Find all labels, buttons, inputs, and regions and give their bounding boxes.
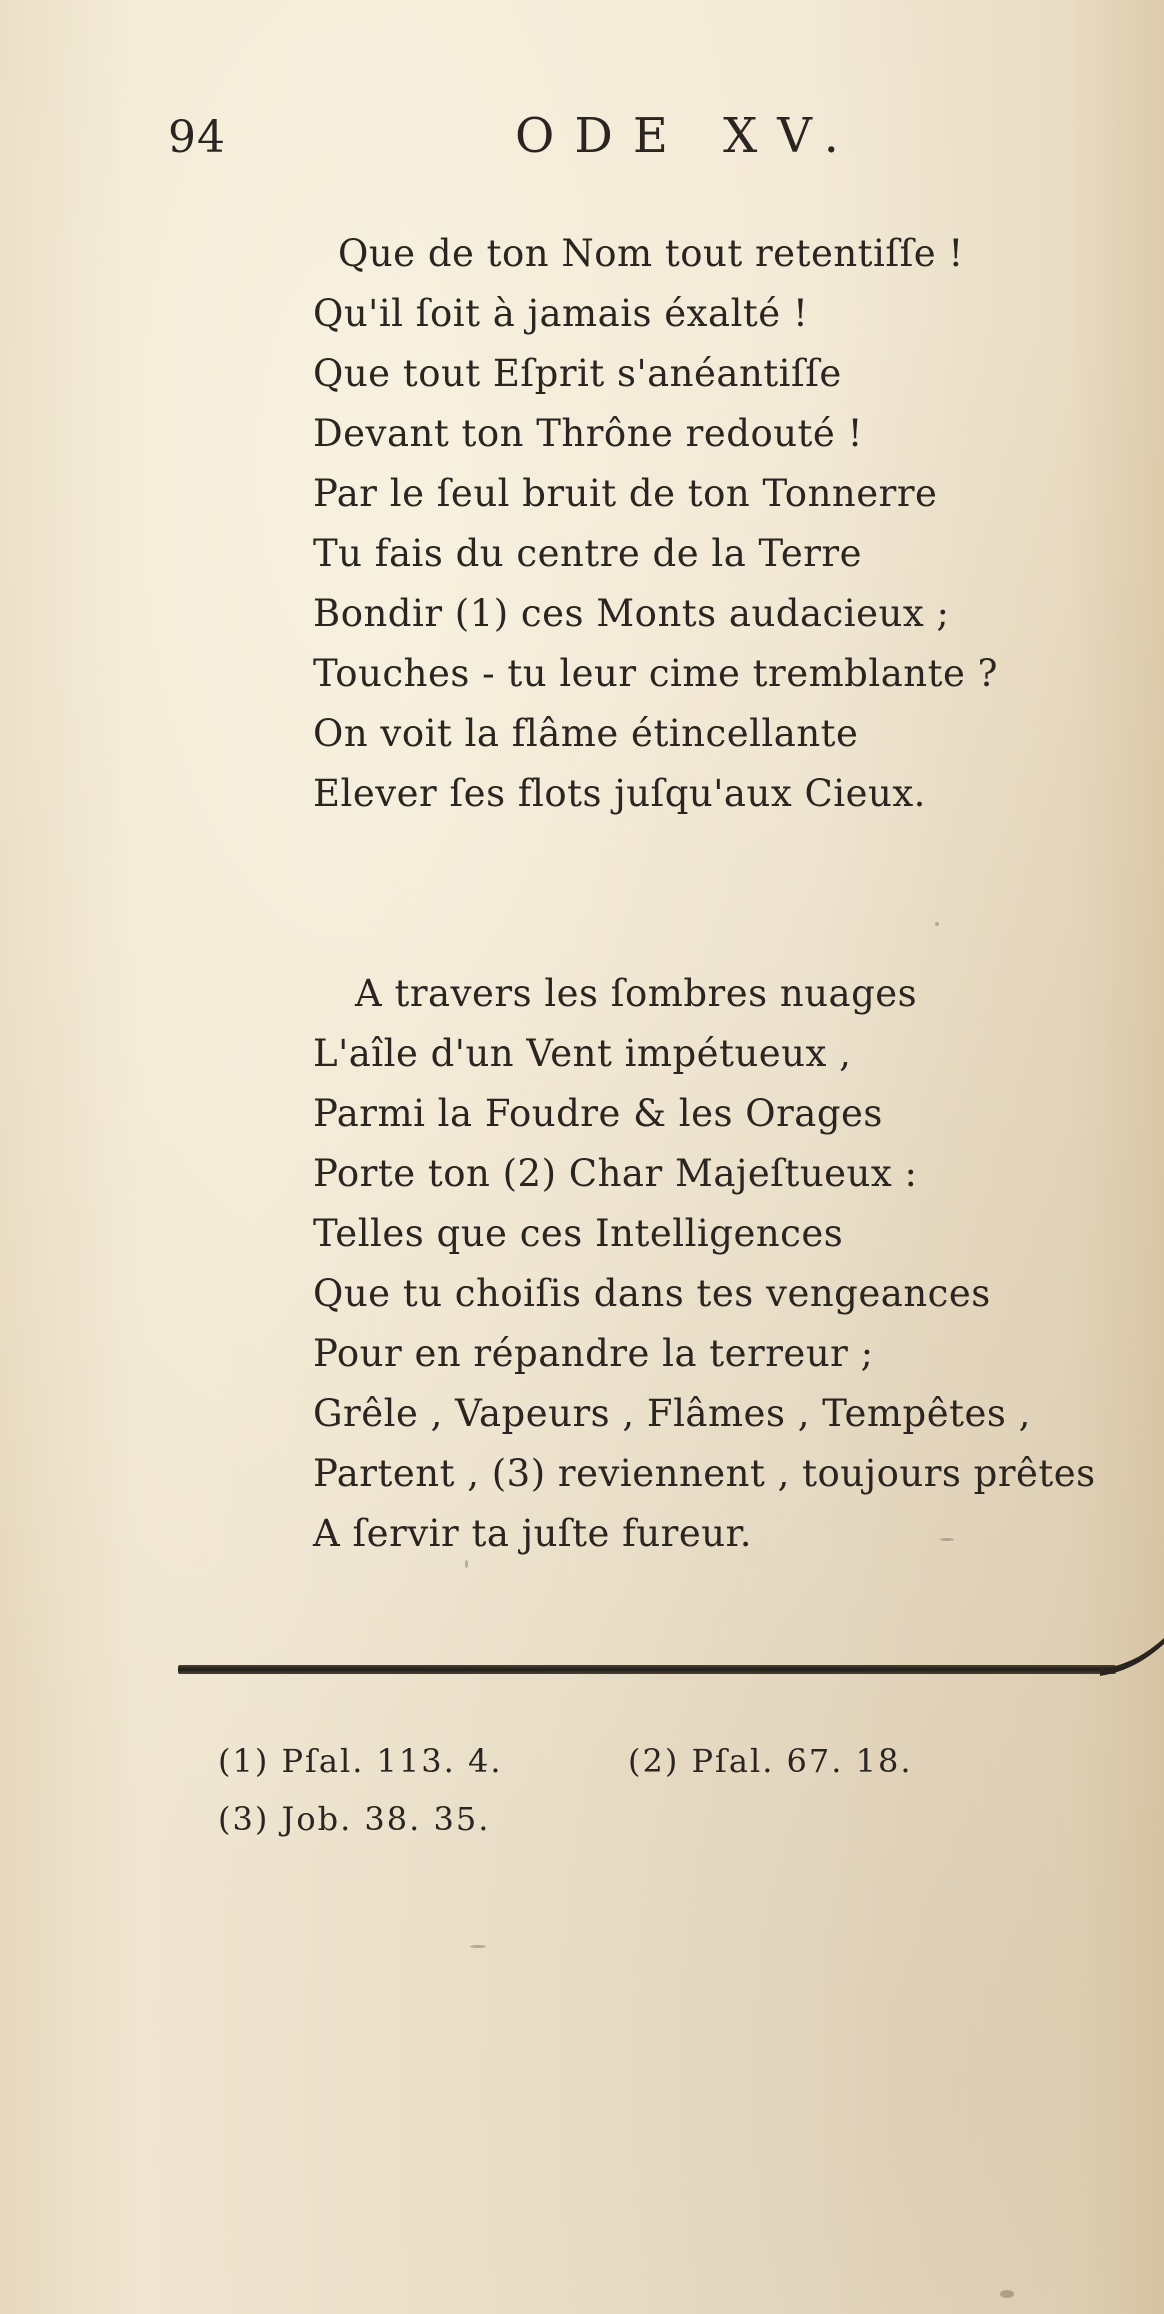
running-title: ODE XV. xyxy=(515,108,859,164)
verse-line: Bondir (1) ces Monts audacieux ; xyxy=(313,592,950,635)
footnote: (3) Job. 38. 35. xyxy=(218,1800,491,1838)
verse-line: L'aîle d'un Vent impétueux , xyxy=(313,1032,852,1075)
verse-line: Grêle , Vapeurs , Flâmes , Tempêtes , xyxy=(313,1392,1031,1435)
verse-line: Partent , (3) reviennent , toujours prêtes xyxy=(313,1452,1096,1495)
verse-line: Pour en répandre la terreur ; xyxy=(313,1332,874,1375)
verse-line: Tu fais du centre de la Terre xyxy=(313,532,863,575)
footnote-rule xyxy=(178,1665,1116,1674)
verse-line: On voit la flâme étincellante xyxy=(313,712,859,755)
verse-line: A ſervir ta juſte fureur. xyxy=(313,1512,752,1555)
verse-line: A travers les ſombres nuages xyxy=(355,972,918,1015)
verse-line: Devant ton Thrône redouté ! xyxy=(313,412,863,455)
verse-line: Elever ſes flots juſqu'aux Cieux. xyxy=(313,772,926,815)
paper-speck xyxy=(470,1945,486,1948)
verse-line: Qu'il ſoit à jamais éxalté ! xyxy=(313,292,809,335)
verse-line: Parmi la Foudre & les Orages xyxy=(313,1092,883,1135)
verse-line: Que tout Eſprit s'anéantiſſe xyxy=(313,352,842,395)
paper-speck xyxy=(940,1538,954,1541)
rule-flourish xyxy=(1100,1636,1164,1676)
page-number: 94 xyxy=(168,112,226,163)
verse-line: Que tu choiſis dans tes vengeances xyxy=(313,1272,991,1315)
verse-line: Touches - tu leur cime tremblante ? xyxy=(313,652,998,695)
verse-line: Que de ton Nom tout retentiſſe ! xyxy=(338,232,964,275)
footnote: (2) Pſal. 67. 18. xyxy=(628,1742,913,1780)
verse-line: Porte ton (2) Char Majeſtueux : xyxy=(313,1152,918,1195)
verse-line: Par le ſeul bruit de ton Tonnerre xyxy=(313,472,938,515)
verse-line: Telles que ces Intelligences xyxy=(313,1212,844,1255)
paper-speck xyxy=(935,922,939,926)
paper-speck xyxy=(1000,2290,1014,2298)
footnote: (1) Pſal. 113. 4. xyxy=(218,1742,503,1780)
paper-speck xyxy=(465,1560,468,1568)
